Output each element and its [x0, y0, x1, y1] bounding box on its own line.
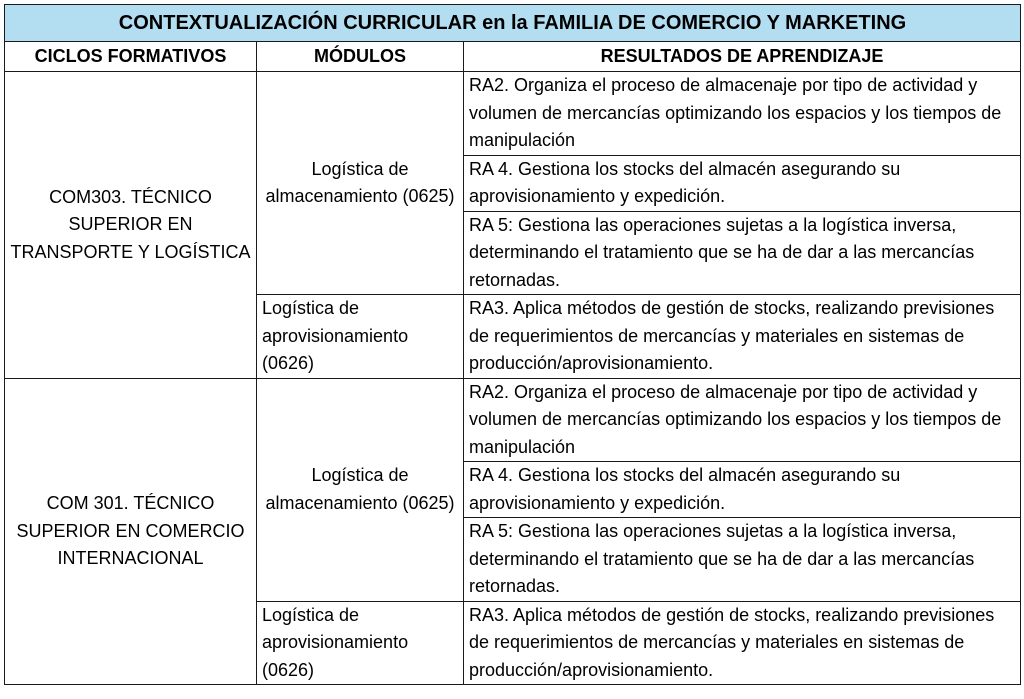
header-row	[5, 42, 1021, 72]
ra-cell: RA 5: Gestiona las operaciones sujetas a la logística inversa, determinando el tratamiento que se ha de dar a las mercancías retornadas.	[464, 211, 1021, 295]
curriculum-table	[4, 4, 1021, 685]
ra-cell: RA 4. Gestiona los stocks del almacén asegurando su aprovisionamiento y expedición.	[464, 155, 1021, 211]
modulo-cell: Logística de almacenamiento (0625)	[257, 72, 464, 295]
ra-cell: RA3. Aplica métodos de gestión de stocks, realizando previsiones de requerimientos de mercancías y materiales en sistemas de producción/aprovisionamiento.	[464, 601, 1021, 685]
header-modulos: MÓDULOS	[257, 42, 464, 72]
table-row	[5, 378, 1021, 462]
ra-cell: RA2. Organiza el proceso de almacenaje por tipo de actividad y volumen de mercancías optimizando los espacios y los tiempos de manipulación	[464, 378, 1021, 462]
title-row	[5, 5, 1021, 42]
ciclo-cell: COM 301. TÉCNICO SUPERIOR EN COMERCIO INTERNACIONAL	[5, 378, 257, 685]
header-resultados: RESULTADOS DE APRENDIZAJE	[464, 42, 1021, 72]
modulo-cell: Logística de aprovisionamiento (0626)	[257, 601, 464, 685]
modulo-cell: Logística de aprovisionamiento (0626)	[257, 295, 464, 379]
table-row	[5, 72, 1021, 156]
ciclo-cell: COM303. TÉCNICO SUPERIOR EN TRANSPORTE Y LOGÍSTICA	[5, 72, 257, 379]
modulo-cell: Logística de almacenamiento (0625)	[257, 378, 464, 601]
ra-cell: RA 5: Gestiona las operaciones sujetas a la logística inversa, determinando el tratamiento que se ha de dar a las mercancías retornadas.	[464, 518, 1021, 602]
table-title: CONTEXTUALIZACIÓN CURRICULAR en la FAMILIA DE COMERCIO Y MARKETING	[5, 5, 1021, 42]
ra-cell: RA 4. Gestiona los stocks del almacén asegurando su aprovisionamiento y expedición.	[464, 462, 1021, 518]
ra-cell: RA3. Aplica métodos de gestión de stocks, realizando previsiones de requerimientos de mercancías y materiales en sistemas de producción/aprovisionamiento.	[464, 295, 1021, 379]
header-ciclos: CICLOS FORMATIVOS	[5, 42, 257, 72]
ra-cell: RA2. Organiza el proceso de almacenaje por tipo de actividad y volumen de mercancías optimizando los espacios y los tiempos de manipulación	[464, 72, 1021, 156]
